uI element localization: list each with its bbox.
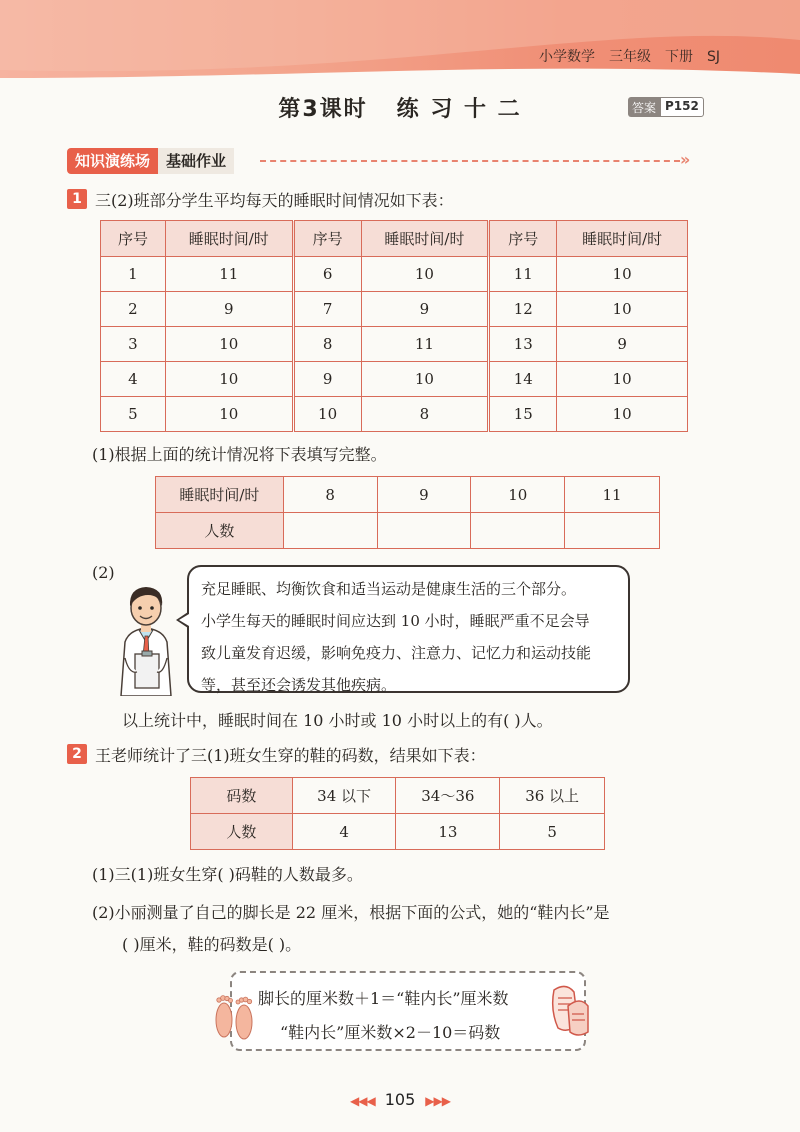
shoe-label-cell: 人数 (191, 814, 293, 850)
speech-line: 等，甚至还会诱发其他疾病。 (201, 676, 397, 694)
table-cell: 10 (557, 292, 688, 327)
table-cell: 4 (101, 362, 166, 397)
table-cell: 2 (101, 292, 166, 327)
left-arrows-icon: ◀◀◀ (350, 1094, 375, 1108)
summary-cell: 11 (565, 477, 660, 513)
table-row (101, 327, 688, 362)
table-cell: 11 (165, 257, 293, 292)
speech-bubble (187, 565, 630, 693)
question-2-part-2-line-1: (2)小丽测量了自己的脚长是 22 厘米，根据下面的公式，她的“鞋内长”是 (92, 903, 610, 922)
shoe-cell: 36 以上 (500, 778, 605, 814)
table-cell: 10 (165, 397, 293, 432)
footprints-icon (210, 986, 258, 1042)
table-cell: 9 (557, 327, 688, 362)
question-2-part-2-line-2: ( )厘米，鞋的码数是( )。 (122, 935, 302, 954)
section-tag (67, 148, 234, 174)
edition: SJ (706, 49, 720, 65)
speech-line: 充足睡眠、均衡饮食和适当运动是健康生活的三个部分。 (201, 580, 577, 598)
question-2-prompt: 王老师统计了三(1)班女生穿的鞋的码数，结果如下表： (95, 746, 486, 765)
header-cell: 序号 (489, 221, 557, 257)
header-cell: 序号 (293, 221, 361, 257)
answer-blank-cell[interactable] (565, 513, 660, 549)
sleep-summary-table (155, 476, 660, 549)
table-cell: 11 (489, 257, 557, 292)
right-arrows-icon: ▶▶▶ (425, 1094, 450, 1108)
summary-cell: 10 (471, 477, 565, 513)
page-footer (0, 1090, 800, 1109)
table-cell: 10 (293, 397, 361, 432)
volume: 下册 (664, 49, 693, 65)
subject: 小学数学 (538, 49, 595, 65)
shoe-count-row (191, 814, 605, 850)
table-cell: 7 (293, 292, 361, 327)
shoe-cell: 4 (292, 814, 396, 850)
shoe-cell: 34～36 (396, 778, 500, 814)
table-header-row (101, 221, 688, 257)
answer-badge (628, 97, 704, 117)
speech-tail-inner (179, 614, 189, 626)
question-1-part-2-label: (2) (92, 563, 115, 582)
table-cell: 8 (361, 397, 489, 432)
question-1-part-2-question: 以上统计中，睡眠时间在 10 小时或 10 小时以上的有( )人。 (122, 711, 553, 730)
banner-decoration (0, 0, 800, 80)
formula-line-2: “鞋内长”厘米数×2－10＝码数 (280, 1023, 501, 1042)
header-cell: 睡眠时间/时 (165, 221, 293, 257)
section-divider (260, 160, 680, 162)
table-cell: 3 (101, 327, 166, 362)
table-cell: 9 (165, 292, 293, 327)
table-row (101, 292, 688, 327)
summary-label-cell: 睡眠时间/时 (156, 477, 284, 513)
header-cell: 序号 (101, 221, 166, 257)
answer-blank-cell[interactable] (471, 513, 565, 549)
speech-line: 小学生每天的睡眠时间应达到 10 小时，睡眠严重不足会导 (201, 612, 590, 630)
table-cell: 8 (293, 327, 361, 362)
section-tag-label: 知识演练场 (67, 148, 158, 174)
question-1-part-1: (1)根据上面的统计情况将下表填写完整。 (92, 445, 387, 464)
sleep-data-table (100, 220, 688, 432)
question-number-1: 1 (67, 189, 87, 209)
summary-cell: 8 (283, 477, 377, 513)
shoe-size-table (190, 777, 605, 850)
grade: 三年级 (608, 49, 651, 65)
question-2-part-1: (1)三(1)班女生穿( )码鞋的人数最多。 (92, 865, 363, 884)
double-chevron-icon: » (680, 150, 691, 169)
table-cell: 5 (101, 397, 166, 432)
summary-hours-row (156, 477, 660, 513)
answer-page: P152 (660, 97, 704, 117)
question-number-2: 2 (67, 744, 87, 764)
table-cell: 10 (557, 257, 688, 292)
table-cell: 12 (489, 292, 557, 327)
answer-blank-cell[interactable] (283, 513, 377, 549)
table-cell: 15 (489, 397, 557, 432)
table-cell: 13 (489, 327, 557, 362)
speech-line: 致儿童发育迟缓，影响免疫力、注意力、记忆力和运动技能 (201, 644, 592, 662)
shoe-cell: 34 以下 (292, 778, 396, 814)
summary-label-cell: 人数 (156, 513, 284, 549)
page-number: 105 (384, 1090, 416, 1109)
summary-cell: 9 (377, 477, 471, 513)
table-cell: 10 (165, 362, 293, 397)
lesson-number: 第3课时 (278, 97, 368, 122)
shoe-size-row (191, 778, 605, 814)
table-row (101, 257, 688, 292)
lesson-name: 练 习 十 二 (396, 97, 522, 122)
doctor-illustration (115, 578, 177, 696)
shoes-icon (548, 980, 592, 1040)
table-cell: 14 (489, 362, 557, 397)
table-cell: 10 (557, 397, 688, 432)
table-cell: 10 (165, 327, 293, 362)
header-cell: 睡眠时间/时 (557, 221, 688, 257)
table-cell: 10 (361, 257, 489, 292)
table-cell: 10 (361, 362, 489, 397)
summary-count-row (156, 513, 660, 549)
table-row (101, 362, 688, 397)
shoe-cell: 5 (500, 814, 605, 850)
book-info (525, 46, 720, 66)
answer-label: 答案 (628, 97, 660, 117)
question-1-prompt: 三(2)班部分学生平均每天的睡眠时间情况如下表： (95, 191, 454, 210)
table-row (101, 397, 688, 432)
table-cell: 9 (293, 362, 361, 397)
table-cell: 11 (361, 327, 489, 362)
section-name: 基础作业 (158, 148, 234, 174)
shoe-cell: 13 (396, 814, 500, 850)
shoe-label-cell: 码数 (191, 778, 293, 814)
table-cell: 1 (101, 257, 166, 292)
answer-blank-cell[interactable] (377, 513, 471, 549)
table-cell: 6 (293, 257, 361, 292)
table-cell: 9 (361, 292, 489, 327)
header-cell: 睡眠时间/时 (361, 221, 489, 257)
formula-line-1: 脚长的厘米数＋1＝“鞋内长”厘米数 (258, 989, 509, 1008)
table-cell: 10 (557, 362, 688, 397)
